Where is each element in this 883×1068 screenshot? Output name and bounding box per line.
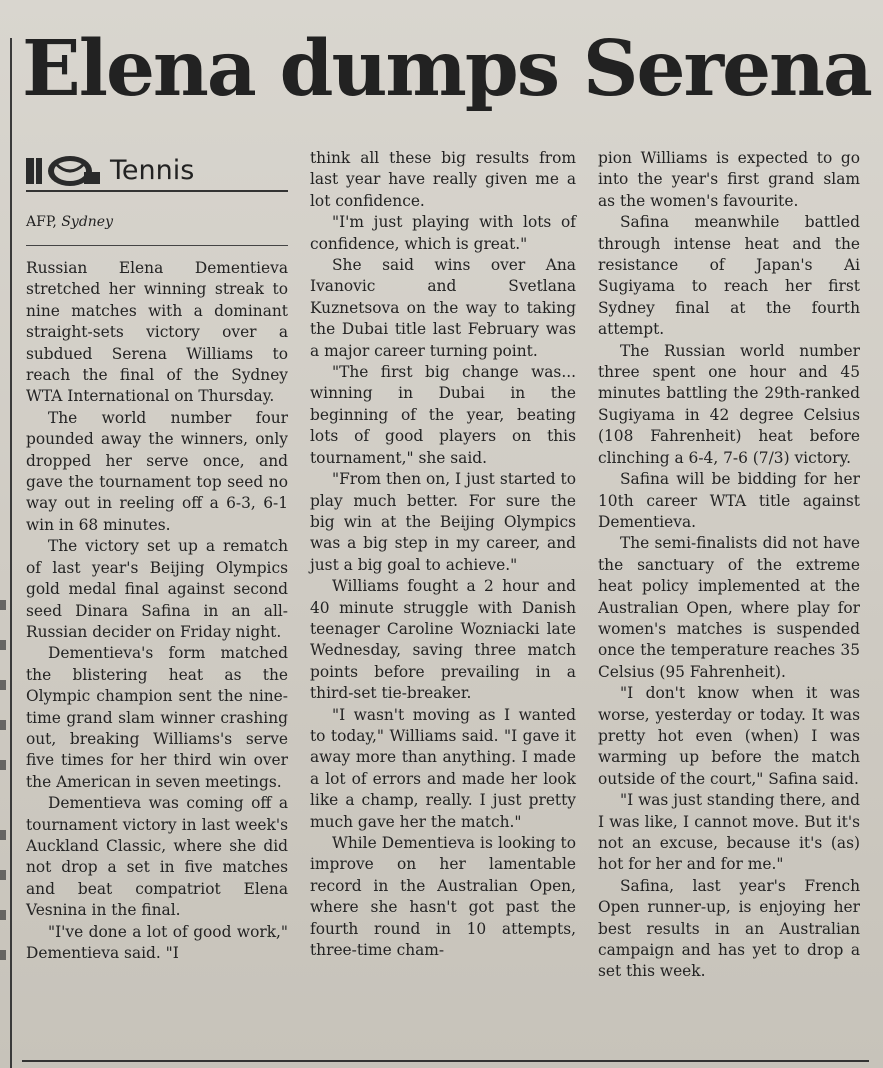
paragraph: Safina, last year's French Open runner-up, is enjoying her best results in an Australian campaign and has yet to drop a set this week. [598, 876, 860, 981]
article-column-3 [598, 148, 860, 983]
paragraph: think all these big results from last year have really given me a lot confidence. [310, 149, 576, 210]
article-column-1 [26, 258, 288, 964]
section-label: Tennis [110, 155, 195, 186]
paragraph: Williams fought a 2 hour and 40 minute struggle with Danish teenager Caroline Wozniacki late Wednesday, saving three match points before prevailing in a third-set tie-breaker. [310, 577, 576, 703]
section-kicker [26, 150, 288, 194]
paragraph: "From then on, I just started to play much better. For sure the big win at the Beijing Olympics was a big step in my career, and just a big goal to achieve." [310, 470, 576, 574]
paragraph: Safina will be bidding for her 10th career WTA title against Dementieva. [598, 470, 860, 531]
tennis-ball-logo-icon [26, 154, 100, 188]
byline [26, 212, 288, 232]
paragraph: The world number four pounded away the winners, only dropped her serve once, and gave the tournament top seed no way out in reeling off a 6-3, 6-1 win in 68 minutes. [26, 408, 288, 534]
paragraph: The victory set up a rematch of last year's Beijing Olympics gold medal final against second seed Dinara Safina in an all-Russian decider on Friday night. [26, 537, 288, 641]
paragraph: The semi-finalists did not have the sanctuary of the extreme heat policy implemented at the Australian Open, where play for women's matches is suspended once the temperature reaches 35 Celsius (95 Fahrenheit). [598, 534, 860, 681]
paragraph: Russian Elena Dementieva stretched her winning streak to nine matches with a dominant straight-sets victory over a subdued Serena Williams to reach the final of the Sydney WTA International on Thursday. [26, 259, 288, 406]
paragraph: "The first big change was... winning in Dubai in the beginning of the year, beating lots of good players on this tournament," she said. [310, 363, 576, 467]
paragraph: Safina meanwhile battled through intense heat and the resistance of Japan's Ai Sugiyama to reach her first Sydney final at the fourth attempt. [598, 213, 860, 339]
paragraph: "I'm just playing with lots of confidence, which is great." [310, 213, 576, 253]
paragraph: She said wins over Ana Ivanovic and Svetlana Kuznetsova on the way to taking the Dubai title last February was a major career turning point. [310, 256, 576, 360]
paragraph: pion Williams is expected to go into the year's first grand slam as the women's favourite. [598, 149, 860, 210]
paragraph: "I've done a lot of good work," Dementieva said. "I [26, 922, 288, 962]
paragraph: While Dementieva is looking to improve on her lamentable record in the Australian Open, where she hasn't got past the fourth round in 10 attempts, three-time cham- [310, 834, 576, 960]
article-column-2 [310, 148, 576, 961]
byline-agency: AFP, [26, 214, 62, 230]
left-column-rule [10, 38, 12, 1068]
paragraph: "I was just standing there, and I was like, I cannot move. But it's not an excuse, because it's (as) hot for her and for me." [598, 791, 860, 874]
adjacent-column-fragments [0, 600, 8, 1000]
bottom-rule [22, 1060, 869, 1062]
paragraph: Dementieva was coming off a tournament victory in last week's Auckland Classic, where she did not drop a set in five matches and beat compatriot Elena Vesnina in the final. [26, 794, 288, 920]
headline: Elena dumps Serena [22, 24, 871, 114]
paragraph: "I wasn't moving as I wanted to today," Williams said. "I gave it away more than anything. I made a lot of errors and made her look like a champ, really. I just pretty much gave her the match." [310, 705, 576, 831]
kicker-rule [26, 190, 288, 192]
paragraph: Dementieva's form matched the blistering heat as the Olympic champion sent the nine-time grand slam winner crashing out, breaking Williams's serve five times for her third win over the American in seven meetings. [26, 644, 288, 791]
paragraph: The Russian world number three spent one hour and 45 minutes battling the 29th-ranked Sugiyama in 42 degree Celsius (108 Fahrenheit) heat before clinching a 6-4, 7-6 (7/3) victory. [598, 341, 860, 467]
byline-rule [26, 245, 288, 246]
byline-location: Sydney [61, 214, 113, 230]
paragraph: "I don't know when it was worse, yesterday or today. It was pretty hot even (when) I was warming up before the match outside of the court," Safina said. [598, 684, 860, 788]
